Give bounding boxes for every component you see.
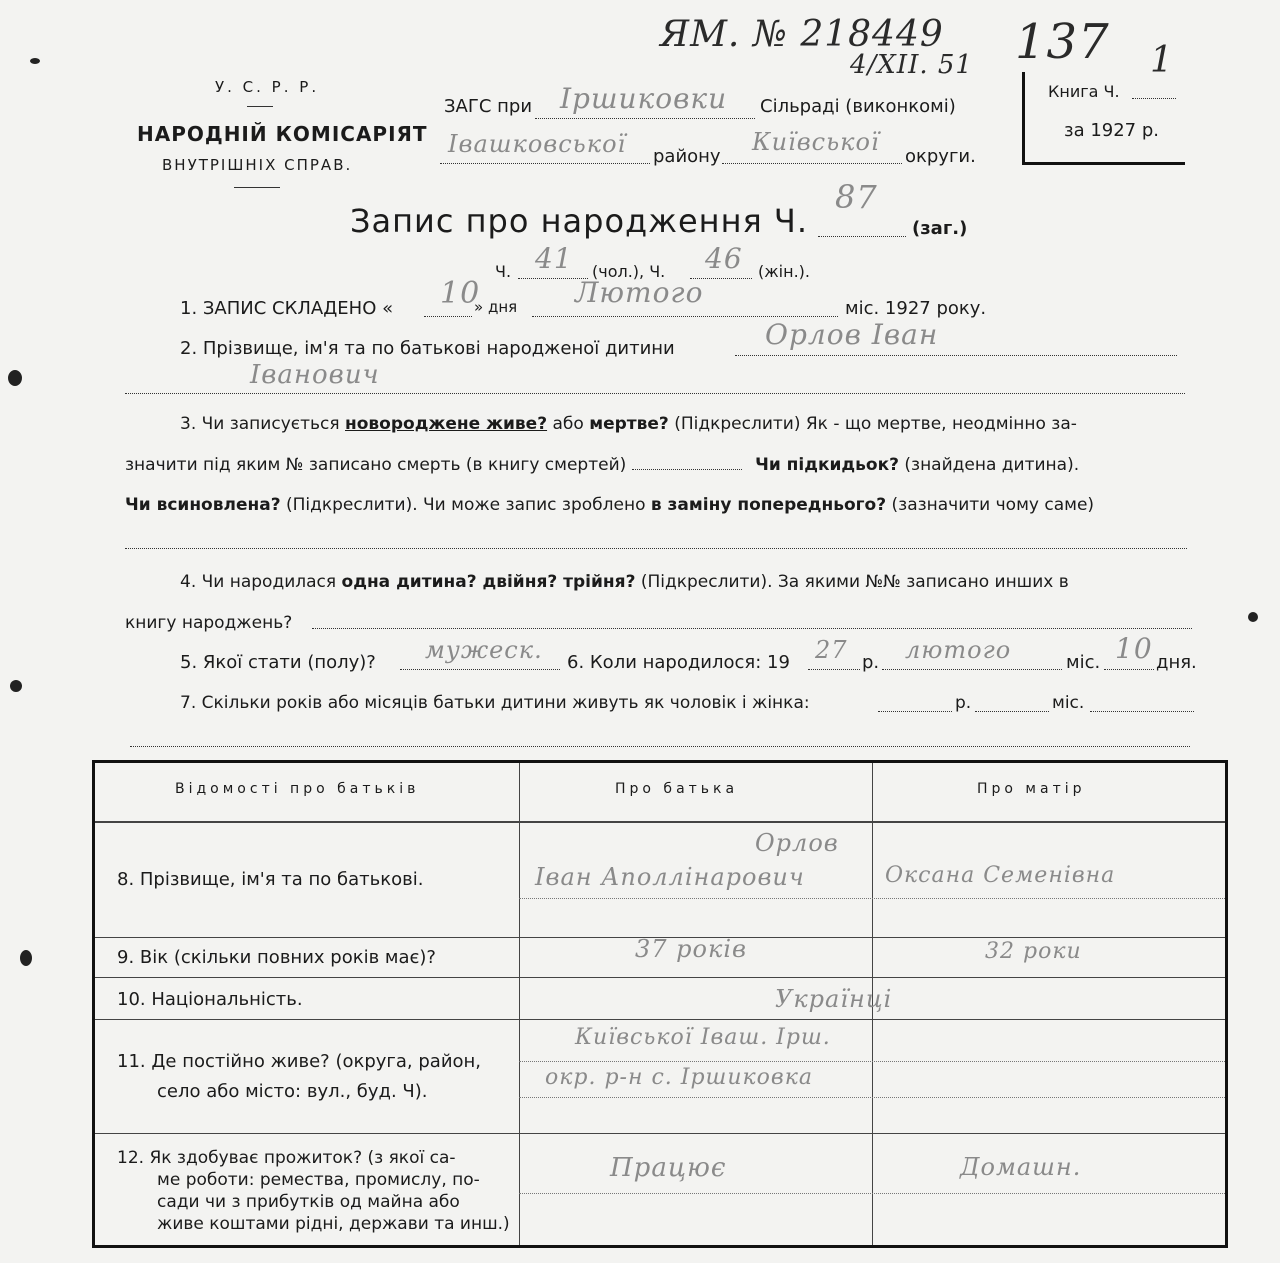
item7-months-underline bbox=[975, 711, 1049, 712]
child-patronymic-handwriting: Іванович bbox=[250, 360, 380, 390]
book-label: Книга Ч. bbox=[1048, 82, 1120, 101]
header-father: Про батька bbox=[615, 781, 739, 797]
item5-label: 5. Якої стати (полу)? bbox=[180, 652, 376, 673]
row10-label: 10. Національність. bbox=[117, 989, 303, 1010]
item4-line2: книгу народжень? bbox=[125, 613, 293, 633]
sex-handwriting: мужеск. bbox=[425, 636, 543, 664]
row12-label-4: живе коштами рідні, держави та инш.) bbox=[157, 1214, 510, 1234]
item5-underline bbox=[400, 669, 560, 670]
edge-mark bbox=[10, 680, 22, 692]
row-divider bbox=[95, 1019, 1225, 1020]
header-info: Відомості про батьків bbox=[175, 781, 420, 797]
birth-year-handwriting: 27 bbox=[815, 636, 848, 664]
item3-text: або bbox=[552, 414, 584, 434]
divider bbox=[234, 187, 280, 188]
edge-mark bbox=[30, 58, 40, 64]
item4-line1 bbox=[180, 572, 1069, 592]
item2-underline bbox=[735, 355, 1177, 356]
republic-label: У. С. Р. Р. bbox=[215, 78, 320, 96]
item1-month-handwriting: Лютого bbox=[575, 276, 704, 309]
record-total-label: (заг.) bbox=[912, 218, 968, 239]
row-subline bbox=[519, 1097, 1225, 1098]
dept-label: ВНУТРІШНІХ СПРАВ. bbox=[162, 156, 353, 174]
item3-adopted: Чи всиновлена? bbox=[125, 495, 281, 515]
col-divider bbox=[519, 763, 520, 1245]
item7-underline-2 bbox=[130, 746, 1190, 747]
item6-label: 6. Коли народилося: 19 bbox=[567, 652, 790, 673]
item6-year-underline bbox=[808, 669, 860, 670]
item3-text: (знайдена дитина). bbox=[904, 455, 1080, 475]
okrug-handwriting: Київської bbox=[752, 128, 880, 156]
archive-date-handwriting: 4/XII. 51 bbox=[850, 50, 973, 80]
item3-alive: новороджене живе? bbox=[345, 414, 548, 434]
item4-options: одна дитина? двійня? трійня? bbox=[341, 572, 636, 592]
okrug-underline bbox=[722, 163, 902, 164]
book-volume-handwriting: 1 bbox=[1150, 40, 1174, 81]
birth-day-handwriting: 10 bbox=[1115, 632, 1153, 665]
mother-age-handwriting: 32 роки bbox=[985, 939, 1082, 964]
row12-label-1: 12. Як здобуває прожиток? (з якої са- bbox=[117, 1148, 456, 1168]
zags-prefix: ЗАГС при bbox=[444, 96, 533, 117]
record-number-underline bbox=[818, 236, 906, 237]
item6-day-label: дня. bbox=[1156, 652, 1197, 673]
item3-text: значити під яким № записано смерть (в книгу смертей) bbox=[125, 455, 627, 475]
item1-day-label: » дня bbox=[474, 298, 518, 316]
male-count-handwriting: 41 bbox=[535, 242, 573, 275]
row-subline bbox=[519, 1193, 1225, 1194]
row-subline bbox=[519, 1061, 1225, 1062]
female-count-label: (жін.). bbox=[758, 262, 810, 281]
row11-label-2: село або місто: вул., буд. Ч). bbox=[157, 1081, 428, 1102]
item4-underline bbox=[312, 628, 1192, 629]
residence-handwriting-2: окр. р-н с. Іршиковка bbox=[545, 1065, 813, 1090]
item6-month-underline bbox=[882, 669, 1062, 670]
row8-label: 8. Прізвище, ім'я та по батькові. bbox=[117, 869, 424, 890]
raion-handwriting: Івашковської bbox=[448, 130, 627, 158]
edge-mark bbox=[20, 950, 32, 966]
record-number-handwriting: 87 bbox=[835, 178, 878, 216]
record-title: Запис про народження Ч. bbox=[350, 202, 809, 240]
item3-underline-2 bbox=[125, 548, 1187, 549]
item3-text: 3. Чи записується bbox=[180, 414, 340, 434]
item6-day-underline bbox=[1104, 669, 1154, 670]
zags-village-handwriting: Іршиковки bbox=[560, 82, 728, 115]
row12-label-2: ме роботи: ремества, промислу, по- bbox=[157, 1170, 480, 1190]
item3-replacement: в заміну попереднього? bbox=[650, 495, 887, 515]
mother-name-handwriting: Оксана Семенівна bbox=[885, 863, 1116, 888]
item6-month-label: міс. bbox=[1066, 652, 1101, 673]
item7-years-underline bbox=[878, 711, 952, 712]
divider bbox=[247, 106, 273, 107]
parents-table bbox=[92, 760, 1228, 1248]
item3-dead: мертве? bbox=[589, 414, 669, 434]
father-name-handwriting: Іван Аполлінарович bbox=[535, 863, 805, 891]
raion-label: району bbox=[653, 146, 721, 167]
item1-day-underline bbox=[424, 316, 472, 317]
edge-mark bbox=[8, 370, 22, 386]
nationality-handwriting: Українці bbox=[775, 985, 893, 1013]
item3-text: (зазначити чому саме) bbox=[891, 495, 1095, 515]
item2-label: 2. Прізвище, ім'я та по батькові народженої дитини bbox=[180, 338, 675, 359]
book-number-underline bbox=[1132, 98, 1176, 99]
row-divider bbox=[95, 821, 1225, 823]
item1-year-label: міс. 1927 року. bbox=[845, 298, 987, 319]
father-age-handwriting: 37 років bbox=[635, 935, 747, 963]
child-name-handwriting: Орлов Іван bbox=[765, 318, 939, 351]
male-count-label: (чол.), Ч. bbox=[592, 262, 666, 281]
item1-label: 1. ЗАПИС СКЛАДЕНО « bbox=[180, 298, 394, 319]
item7-years-label: р. bbox=[955, 693, 972, 713]
council-label: Сільраді (виконкомі) bbox=[760, 96, 956, 117]
raion-underline bbox=[440, 163, 650, 164]
item3-foundling: Чи підкидьок? bbox=[755, 455, 899, 475]
item3-line2 bbox=[125, 455, 1079, 475]
page-number-handwriting: 137 bbox=[1015, 14, 1110, 70]
item7-months-label: міс. bbox=[1052, 693, 1085, 713]
row-subline bbox=[519, 898, 1225, 899]
okrug-label: округи. bbox=[905, 146, 976, 167]
item4-text: (Підкреслити). За якими №№ записано инших в bbox=[640, 572, 1069, 592]
row9-label: 9. Вік (скільки повних років має)? bbox=[117, 947, 436, 968]
item1-day-handwriting: 10 bbox=[440, 276, 481, 311]
edge-mark bbox=[1248, 612, 1258, 622]
female-count-handwriting: 46 bbox=[705, 242, 743, 275]
item6-year-label: р. bbox=[862, 652, 880, 673]
item4-text: 4. Чи народилася bbox=[180, 572, 337, 592]
commissariat-label: НАРОДНІЙ КОМІСАРІЯТ bbox=[137, 122, 428, 146]
header-mother: Про матір bbox=[977, 781, 1086, 797]
zags-underline bbox=[535, 118, 755, 119]
count-prefix: Ч. bbox=[495, 262, 512, 281]
row-divider bbox=[95, 1133, 1225, 1134]
book-year: за 1927 р. bbox=[1064, 120, 1160, 141]
archive-number-handwriting: ЯМ. № 218449 bbox=[660, 14, 944, 55]
birth-month-handwriting: лютого bbox=[905, 636, 1012, 664]
item7-label: 7. Скільки років або місяців батьки дитини живуть як чоловік і жінка: bbox=[180, 693, 810, 713]
item3-line3 bbox=[125, 495, 1094, 515]
item3-underline bbox=[632, 469, 742, 470]
item7-underline-end bbox=[1090, 711, 1194, 712]
father-occupation-handwriting: Працює bbox=[610, 1153, 727, 1183]
item2-underline-2 bbox=[125, 393, 1185, 394]
row-divider bbox=[95, 977, 1225, 978]
mother-occupation-handwriting: Домашн. bbox=[960, 1153, 1082, 1181]
row11-label-1: 11. Де постійно живе? (округа, район, bbox=[117, 1051, 482, 1072]
item3-text: (Підкреслити). Чи може запис зроблено bbox=[285, 495, 646, 515]
residence-handwriting-1: Київської Іваш. Ірш. bbox=[575, 1025, 831, 1050]
item1-month-underline bbox=[532, 316, 838, 317]
father-surname-handwriting: Орлов bbox=[755, 829, 839, 857]
item3-line1 bbox=[180, 414, 1077, 434]
item3-text: (Підкреслити) Як - що мертве, неодмінно за- bbox=[674, 414, 1077, 434]
row12-label-3: сади чи з прибутків од майна або bbox=[157, 1192, 460, 1212]
